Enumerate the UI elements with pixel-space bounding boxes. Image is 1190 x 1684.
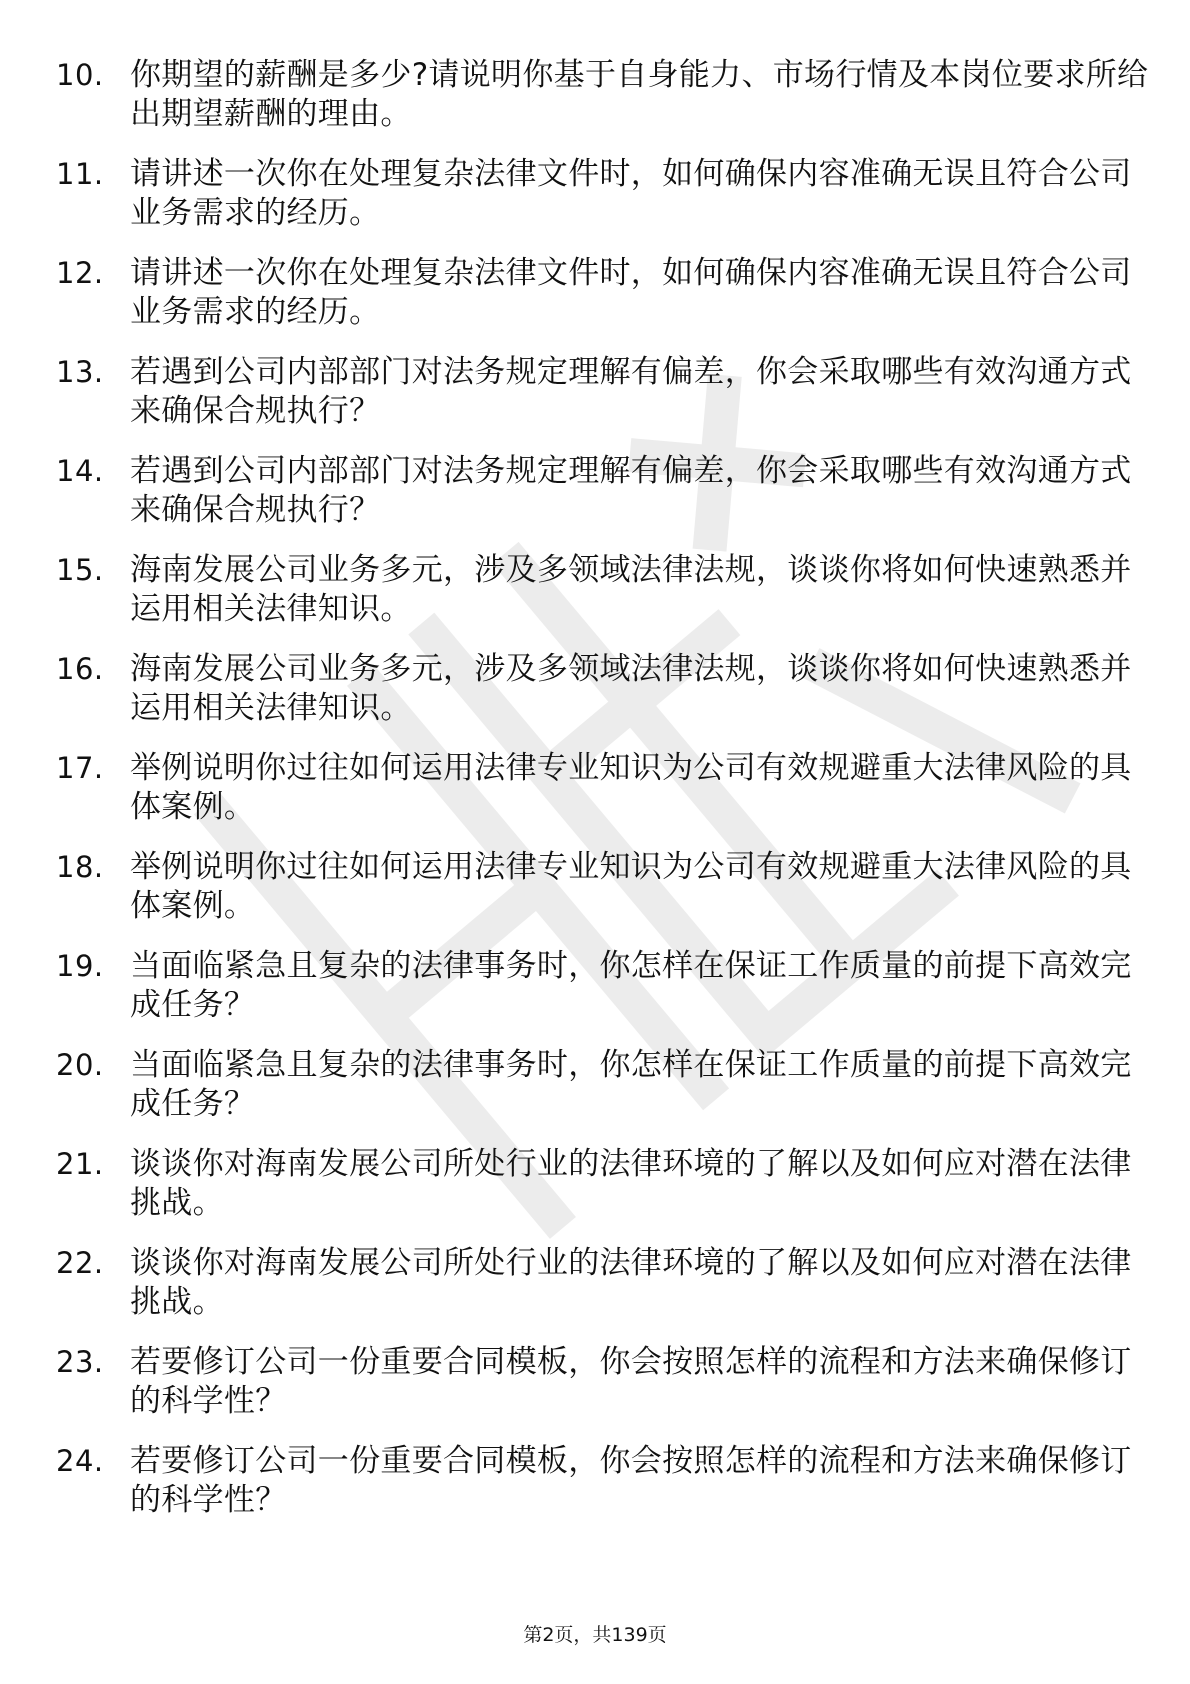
question-text: 举例说明你过往如何运用法律专业知识为公司有效规避重大法律风险的具体案例。 [130,750,1132,825]
question-text: 请讲述一次你在处理复杂法律文件时，如何确保内容准确无误且符合公司业务需求的经历。 [130,156,1132,231]
question-item [56,56,1149,155]
question-item [56,1244,1136,1343]
question-number: 13. [56,355,104,389]
question-item [56,353,1136,452]
question-item [56,1442,1136,1541]
page-number-label: 第2页，共139页 [523,1624,667,1646]
question-number: 18. [56,850,104,884]
question-text: 若要修订公司一份重要合同模板，你会按照怎样的流程和方法来确保修订的科学性？ [130,1344,1132,1419]
question-text: 你期望的薪酬是多少?请说明你基于自身能力、市场行情及本岗位要求所给出期望薪酬的理由。 [130,57,1149,132]
page-footer [0,1622,1190,1648]
question-number: 11. [56,157,104,191]
question-text: 当面临紧急且复杂的法律事务时，你怎样在保证工作质量的前提下高效完成任务？ [130,1047,1132,1122]
question-item [56,452,1136,551]
question-text: 若遇到公司内部部门对法务规定理解有偏差，你会采取哪些有效沟通方式来确保合规执行？ [130,453,1132,528]
question-text: 请讲述一次你在处理复杂法律文件时，如何确保内容准确无误且符合公司业务需求的经历。 [130,255,1132,330]
question-item [56,947,1136,1046]
question-text: 当面临紧急且复杂的法律事务时，你怎样在保证工作质量的前提下高效完成任务？ [130,948,1132,1023]
question-text: 海南发展公司业务多元，涉及多领域法律法规，谈谈你将如何快速熟悉并运用相关法律知识。 [130,552,1132,627]
question-item [56,1343,1136,1442]
question-number: 23. [56,1345,104,1379]
question-item [56,650,1136,749]
question-item [56,848,1136,947]
question-number: 17. [56,751,104,785]
question-text: 举例说明你过往如何运用法律专业知识为公司有效规避重大法律风险的具体案例。 [130,849,1132,924]
question-text: 若遇到公司内部部门对法务规定理解有偏差，你会采取哪些有效沟通方式来确保合规执行？ [130,354,1132,429]
question-number: 15. [56,553,104,587]
question-number: 20. [56,1048,104,1082]
question-number: 19. [56,949,104,983]
question-number: 24. [56,1444,104,1478]
question-text: 若要修订公司一份重要合同模板，你会按照怎样的流程和方法来确保修订的科学性？ [130,1443,1132,1518]
question-item [56,254,1136,353]
question-text: 谈谈你对海南发展公司所处行业的法律环境的了解以及如何应对潜在法律挑战。 [130,1146,1132,1221]
question-number: 21. [56,1147,104,1181]
question-text: 谈谈你对海南发展公司所处行业的法律环境的了解以及如何应对潜在法律挑战。 [130,1245,1132,1320]
question-number: 12. [56,256,104,290]
question-item [56,749,1136,848]
question-number: 22. [56,1246,104,1280]
question-number: 16. [56,652,104,686]
question-item [56,551,1136,650]
question-text: 海南发展公司业务多元，涉及多领域法律法规，谈谈你将如何快速熟悉并运用相关法律知识。 [130,651,1132,726]
question-item [56,155,1136,254]
question-number: 14. [56,454,104,488]
question-item [56,1145,1136,1244]
question-list [56,56,1149,1541]
question-number: 10. [56,58,104,92]
question-item [56,1046,1136,1145]
